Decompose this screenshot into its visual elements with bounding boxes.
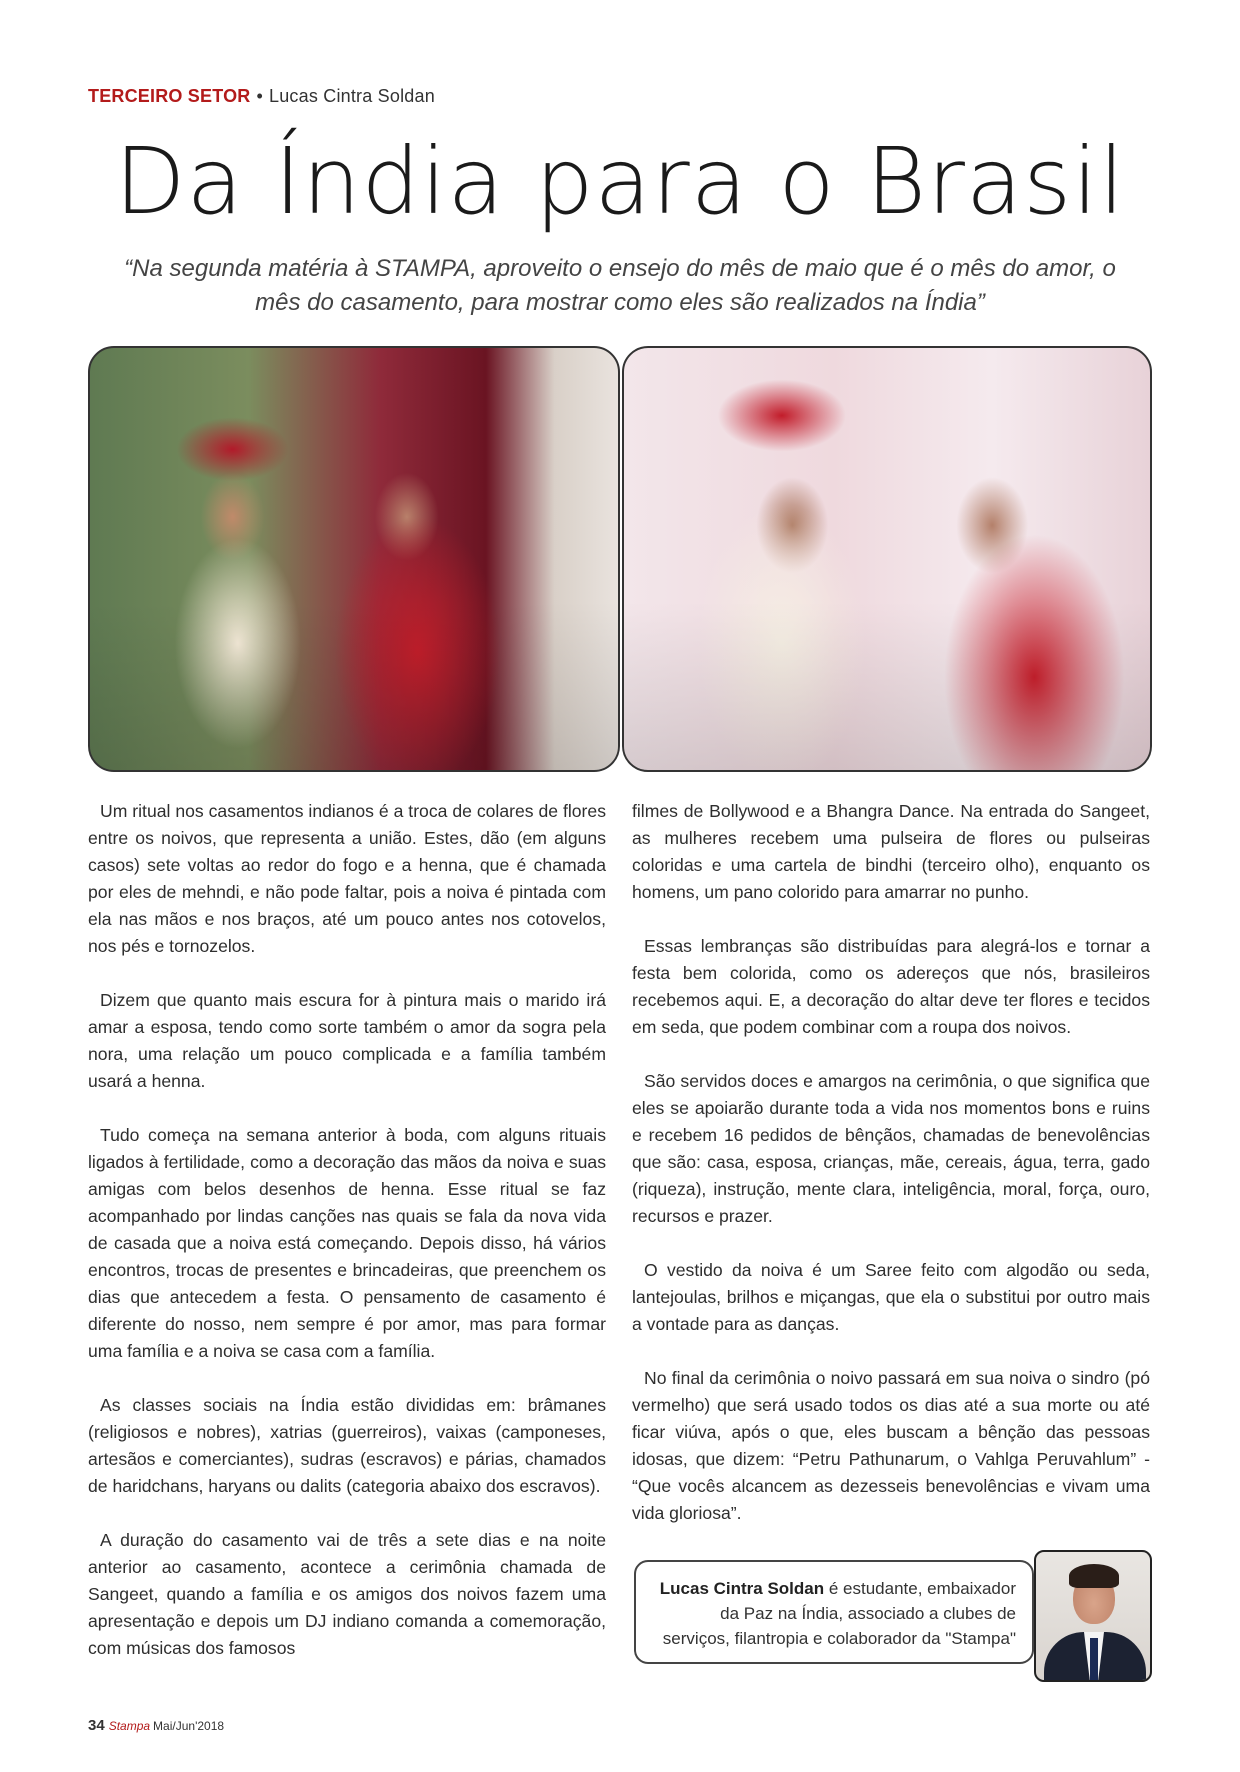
article-column-right <box>632 798 1150 1527</box>
paragraph: Tudo começa na semana anterior à boda, com alguns rituais ligados à fertilidade, como a decoração das mãos da noiva e suas amigas com belos desenhos de henna. Esse ritual se faz acompanhado por lindas canções nas quais se fala da nova vida de casada que a noiva está começando. Depois disso, há vários encontros, trocas de presentes e brincadeiras, que preenchem os dias que antecedem a festa. O pensamento de casamento é diferente do nosso, nem sempre é por amor, mas para formar uma família e a noiva se casa com a família. <box>88 1125 606 1361</box>
wedding-photo-right <box>622 346 1152 772</box>
article-title: Da Índia para o Brasil <box>114 128 1126 235</box>
bio-author-name: Lucas Cintra Soldan <box>659 1579 825 1598</box>
bio-line <box>646 1576 1016 1601</box>
header-author: Lucas Cintra Soldan <box>269 86 435 106</box>
author-photo <box>1034 1550 1152 1682</box>
paragraph: Um ritual nos casamentos indianos é a troca de colares de flores entre os noivos, que representa a união. Estes, dão (em alguns casos) sete voltas ao redor do fogo e a henna, que é chamada por eles de mehndi, e não pode faltar, pois a noiva é pintada com ela nas mãos e nos braços, até um pouco antes nos cotovelos, nos pés e tornozelos. <box>88 801 606 956</box>
article-lede: “Na segunda matéria à STAMPA, aproveito o ensejo do mês de maio que é o mês do amor, o mês do casamento, para mostrar como eles são realizados na Índia” <box>124 255 1116 316</box>
magazine-name: Stampa <box>108 1719 151 1733</box>
paragraph: As classes sociais na Índia estão divididas em: brâmanes (religiosos e nobres), xatrias (guerreiros), vaixas (camponeses, artesãos e comerciantes), sudras (escravos) e párias, chamados de haridchans, haryans ou dalits (categoria abaixo dos escravos). <box>88 1395 606 1496</box>
bio-line: serviços, filantropia e colaborador da "Stampa" <box>662 1629 1016 1648</box>
paragraph: O vestido da noiva é um Saree feito com algodão ou seda, lantejoulas, brilhos e miçangas, que ela o substitui por outro mais a vontade para as danças. <box>632 1260 1150 1334</box>
paragraph: No final da cerimônia o noivo passará em sua noiva o sindro (pó vermelho) que será usado todos os dias até a sua morte ou até ficar viúva, após o que, eles buscam a bênção das pessoas idosas, que dizem: “Petru Pathunarum, o Vahlga Peruvahlum” - “Que vocês alcancem as dezesseis benevolências e vivam uma vida gloriosa”. <box>632 1368 1150 1523</box>
paragraph: filmes de Bollywood e a Bhangra Dance. Na entrada do Sangeet, as mulheres recebem uma pulseira de flores ou pulseiras coloridas e uma cartela de bindhi (terceiro olho), enquanto os homens, um pano colorido para amarrar no punho. <box>632 801 1150 902</box>
page-footer <box>88 1717 224 1734</box>
paragraph: São servidos doces e amargos na cerimônia, o que significa que eles se apoiarão durante toda a vida nos momentos bons e ruins e recebem 16 pedidos de bênçãos, chamadas de benevolências que são: casa, esposa, crianças, mãe, cereais, água, terra, gado (riqueza), instrução, mente clara, inteligência, moral, força, ouro, recursos e prazer. <box>632 1071 1150 1226</box>
bio-text: é estudante, embaixador <box>824 1579 1016 1598</box>
paragraph: A duração do casamento vai de três a sete dias e na noite anterior ao casamento, acontece a cerimônia chamada de Sangeet, quando a família e os amigos dos noivos fazem uma apresentação e depois um DJ indiano comanda a comemoração, com músicas dos famosos <box>88 1530 606 1658</box>
paragraph: Essas lembranças são distribuídas para alegrá-los e tornar a festa bem colorida, como os adereços que nós, brasileiros recebemos aqui. E, a decoração do altar deve ter flores e tecidos em seda, que podem combinar com a roupa dos noivos. <box>632 936 1150 1037</box>
wedding-photo-left <box>88 346 620 772</box>
issue-date: Mai/Jun'2018 <box>153 1719 225 1733</box>
header-separator: • <box>256 86 264 106</box>
paragraph: Dizem que quanto mais escura for à pintura mais o marido irá amar a esposa, tendo como sorte também o amor da sogra pela nora, uma relação um pouco complicada e a família também usará a henna. <box>88 990 606 1091</box>
bio-line: da Paz na Índia, associado a clubes de <box>720 1604 1016 1623</box>
page-number: 34 <box>88 1717 105 1734</box>
section-name: TERCEIRO SETOR <box>88 86 251 106</box>
section-header <box>88 86 435 107</box>
article-column-left <box>88 798 606 1662</box>
author-bio-box <box>634 1560 1034 1664</box>
